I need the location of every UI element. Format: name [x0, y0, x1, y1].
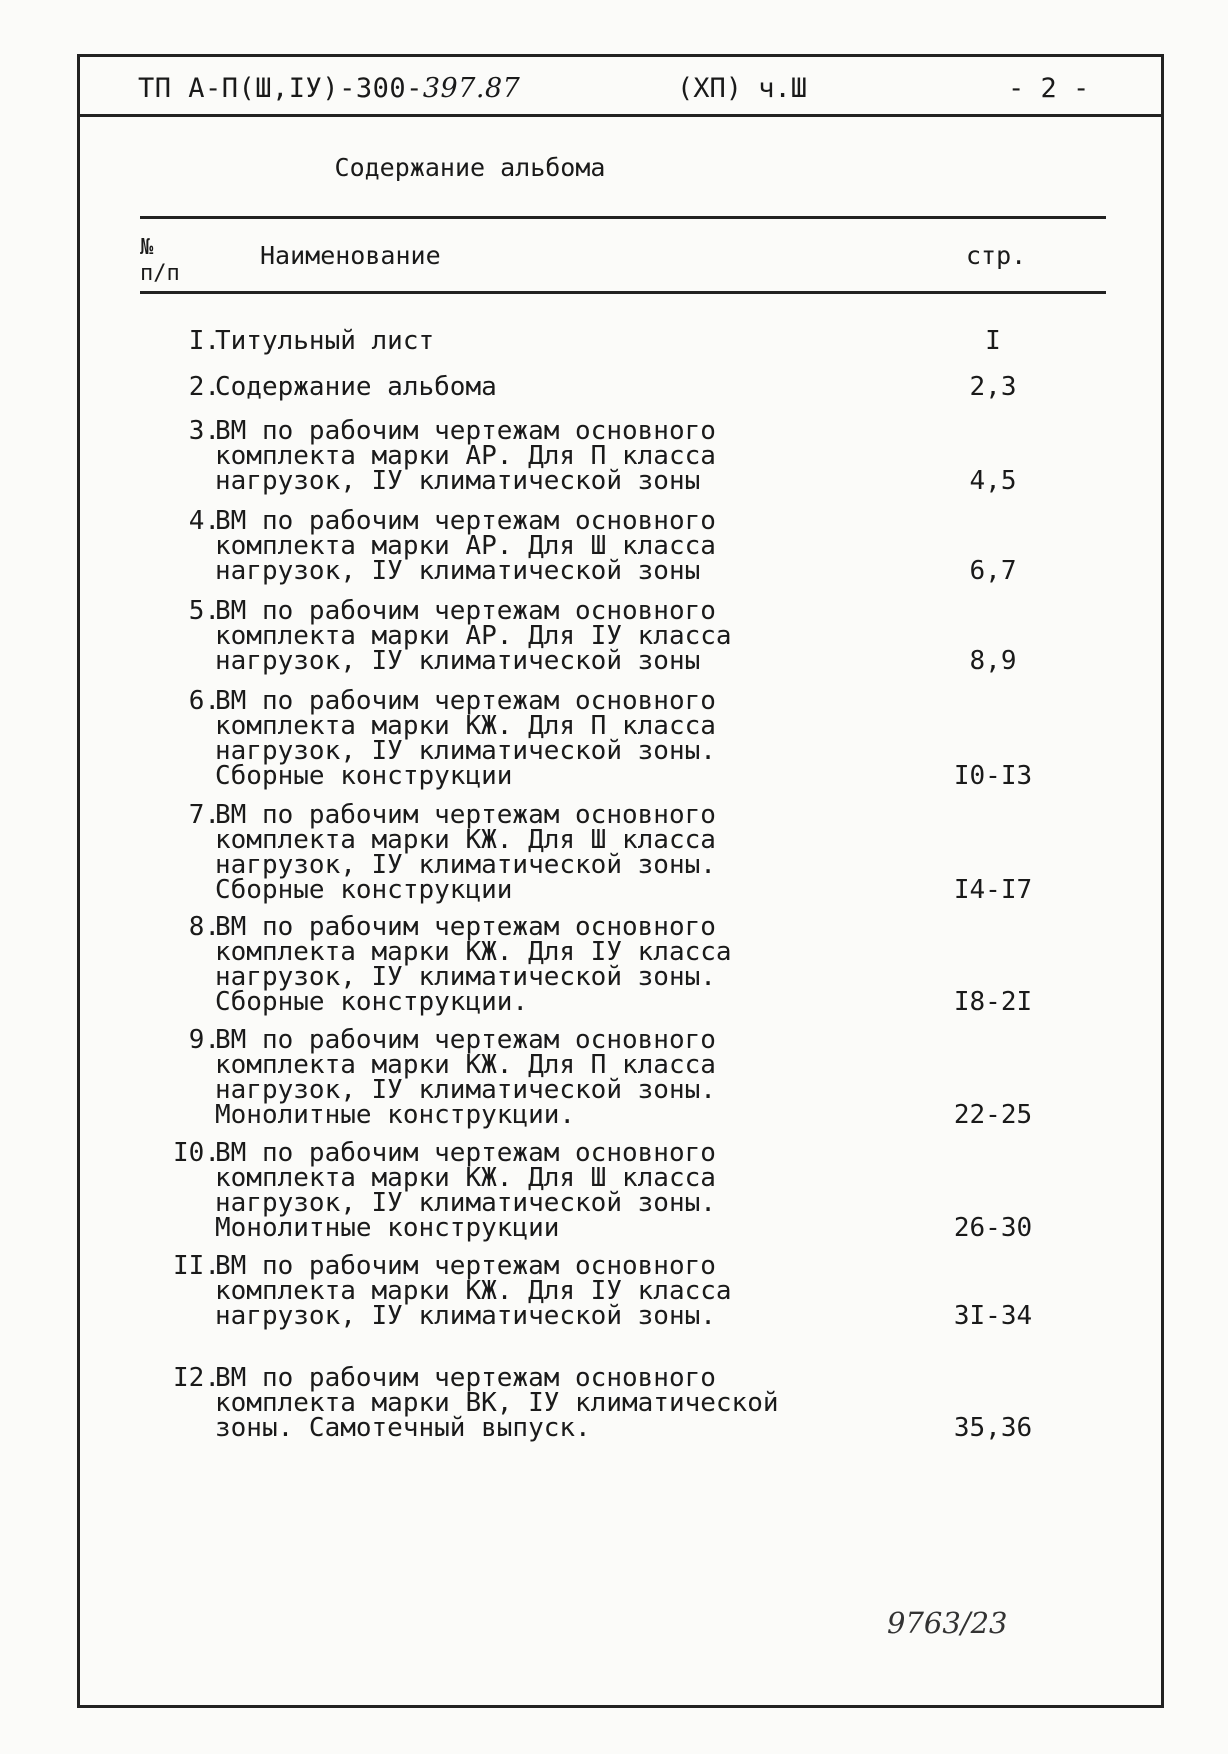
item-title: ВМ по рабочим чертежам основного комплекта марки КЖ. Для Ш класса нагрузок, IУ климатической зоны. Сборные конструкции — [215, 800, 716, 905]
number-abbrev: п/п — [140, 261, 180, 286]
item-title: Содержание альбома — [215, 372, 497, 402]
item-number: 3. — [188, 416, 220, 446]
item-number: 8. — [188, 912, 220, 942]
item-title: ВМ по рабочим чертежам основного комплекта марки ВК, IУ климатической зоны. Самотечный выпуск. — [215, 1363, 779, 1443]
title-block — [80, 57, 1161, 117]
table-header-rule — [140, 291, 1106, 294]
item-title: ВМ по рабочим чертежам основного комплекта марки КЖ. Для П класса нагрузок, IУ климатической зоны. Сборные конструкции — [215, 686, 716, 791]
item-number: I. — [188, 326, 220, 356]
document-code-printed: ТП А-П(Ш,IУ)-300- — [138, 73, 423, 104]
table-top-rule — [140, 216, 1106, 219]
item-page: 22-25 — [953, 1100, 1033, 1130]
item-title: ВМ по рабочим чертежам основного комплекта марки АР. Для Ш класса нагрузок, IУ климатической зоны — [215, 506, 716, 586]
item-title: Титульный лист — [215, 326, 435, 356]
item-page: 8,9 — [969, 646, 1017, 676]
item-title: ВМ по рабочим чертежам основного комплекта марки КЖ. Для П класса нагрузок, IУ климатической зоны. Монолитные конструкции. — [215, 1025, 716, 1130]
item-page: 6,7 — [969, 556, 1017, 586]
number-sign: № — [140, 235, 154, 260]
column-header-page: стр. — [966, 241, 1027, 270]
item-title: ВМ по рабочим чертежам основного комплекта марки КЖ. Для Ш класса нагрузок, IУ климатической зоны. Монолитные конструкции — [215, 1138, 716, 1243]
section-label: (ХП) ч.Ш — [677, 73, 808, 104]
item-number: I0. — [173, 1138, 220, 1168]
document-code-handwritten: 397.87 — [422, 73, 521, 104]
item-page: 3I-34 — [953, 1301, 1033, 1331]
item-title: ВМ по рабочим чертежам основного комплекта марки АР. Для IУ класса нагрузок, IУ климатической зоны — [215, 596, 732, 676]
item-number: 4. — [188, 506, 220, 536]
page-frame — [77, 54, 1164, 1708]
item-number: 9. — [188, 1025, 220, 1055]
item-page: 26-30 — [953, 1213, 1033, 1243]
item-number: 7. — [188, 800, 220, 830]
inventory-stamp: 9763/23 — [887, 1606, 1008, 1640]
item-number: II. — [173, 1251, 220, 1281]
document-code — [138, 73, 520, 104]
page-number: - 2 - — [1008, 73, 1090, 104]
item-page: I0-I3 — [953, 761, 1033, 791]
item-title: ВМ по рабочим чертежам основного комплекта марки КЖ. Для IУ класса нагрузок, IУ климатической зоны. — [215, 1251, 732, 1331]
page-title: Содержание альбома — [334, 153, 606, 182]
item-title: ВМ по рабочим чертежам основного комплекта марки АР. Для П класса нагрузок, IУ климатической зоны — [215, 416, 716, 496]
item-page: 4,5 — [969, 466, 1017, 496]
item-page: 2,3 — [969, 372, 1017, 402]
item-page: I8-2I — [953, 987, 1033, 1017]
item-number: I2. — [173, 1363, 220, 1393]
item-number: 5. — [188, 596, 220, 626]
item-number: 6. — [188, 686, 220, 716]
item-page: 35,36 — [953, 1413, 1033, 1443]
column-header-name: Наименование — [260, 241, 441, 270]
item-number: 2. — [188, 372, 220, 402]
item-page: I — [985, 326, 1001, 356]
item-title: ВМ по рабочим чертежам основного комплекта марки КЖ. Для IУ класса нагрузок, IУ климатической зоны. Сборные конструкции. — [215, 912, 732, 1017]
item-page: I4-I7 — [953, 875, 1033, 905]
column-header-number — [140, 235, 180, 287]
